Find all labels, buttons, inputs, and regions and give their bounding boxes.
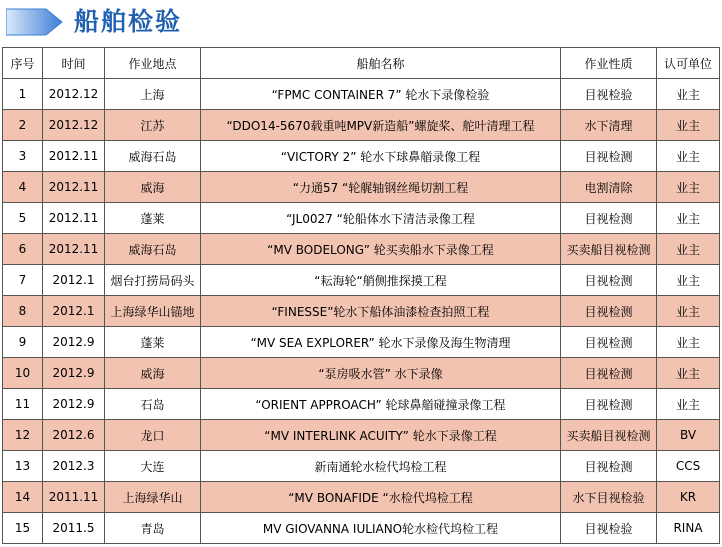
table-row — [3, 110, 720, 141]
cell-work-type: 目视检测 — [561, 327, 657, 358]
cell-index: 10 — [3, 358, 43, 389]
cell-date: 2012.11 — [43, 203, 105, 234]
table-row — [3, 420, 720, 451]
cell-work-type: 目视检测 — [561, 389, 657, 420]
cell-date: 2012.6 — [43, 420, 105, 451]
cell-work-type: 目视检测 — [561, 141, 657, 172]
cell-index: 5 — [3, 203, 43, 234]
cell-work-type: 电割清除 — [561, 172, 657, 203]
table-header-row — [3, 48, 720, 79]
cell-index: 14 — [3, 482, 43, 513]
cell-index: 4 — [3, 172, 43, 203]
cell-index: 13 — [3, 451, 43, 482]
cell-date: 2012.12 — [43, 79, 105, 110]
cell-location: 上海绿华山 — [105, 482, 201, 513]
cell-work-type: 买卖船目视检测 — [561, 234, 657, 265]
cell-index: 12 — [3, 420, 43, 451]
table-row — [3, 265, 720, 296]
cell-approver: 业主 — [657, 296, 720, 327]
cell-approver: 业主 — [657, 265, 720, 296]
cell-location: 上海 — [105, 79, 201, 110]
cell-date: 2012.1 — [43, 296, 105, 327]
cell-work-type: 目视检测 — [561, 358, 657, 389]
cell-vessel: “MV INTERLINK ACUITY” 轮水下录像工程 — [201, 420, 561, 451]
cell-location: 蓬莱 — [105, 327, 201, 358]
header-col-date: 时间 — [43, 48, 105, 79]
cell-approver: CCS — [657, 451, 720, 482]
cell-approver: 业主 — [657, 141, 720, 172]
header-col-work-type: 作业性质 — [561, 48, 657, 79]
cell-approver: RINA — [657, 513, 720, 544]
cell-location: 大连 — [105, 451, 201, 482]
cell-approver: 业主 — [657, 172, 720, 203]
table-row — [3, 234, 720, 265]
cell-location: 龙口 — [105, 420, 201, 451]
cell-date: 2011.11 — [43, 482, 105, 513]
cell-location: 威海 — [105, 358, 201, 389]
header — [0, 0, 722, 44]
cell-location: 威海石岛 — [105, 141, 201, 172]
cell-index: 2 — [3, 110, 43, 141]
cell-approver: 业主 — [657, 358, 720, 389]
cell-vessel: “MV BONAFIDE “水检代坞检工程 — [201, 482, 561, 513]
cell-date: 2012.9 — [43, 358, 105, 389]
header-col-location: 作业地点 — [105, 48, 201, 79]
cell-work-type: 目视检验 — [561, 513, 657, 544]
cell-index: 6 — [3, 234, 43, 265]
cell-index: 3 — [3, 141, 43, 172]
cell-location: 石岛 — [105, 389, 201, 420]
cell-vessel: MV GIOVANNA IULIANO轮水检代坞检工程 — [201, 513, 561, 544]
cell-approver: 业主 — [657, 79, 720, 110]
cell-work-type: 目视检验 — [561, 79, 657, 110]
cell-approver: 业主 — [657, 389, 720, 420]
cell-location: 上海绿华山锚地 — [105, 296, 201, 327]
header-col-vessel: 船舶名称 — [201, 48, 561, 79]
table-row — [3, 327, 720, 358]
cell-location: 蓬莱 — [105, 203, 201, 234]
cell-location: 威海石岛 — [105, 234, 201, 265]
cell-location: 烟台打捞局码头 — [105, 265, 201, 296]
cell-work-type: 目视检测 — [561, 451, 657, 482]
cell-work-type: 目视检测 — [561, 265, 657, 296]
cell-work-type: 目视检测 — [561, 203, 657, 234]
cell-location: 青岛 — [105, 513, 201, 544]
table-row — [3, 358, 720, 389]
cell-approver: 业主 — [657, 110, 720, 141]
cell-work-type: 水下目视检验 — [561, 482, 657, 513]
cell-date: 2012.12 — [43, 110, 105, 141]
cell-vessel: “MV SEA EXPLORER” 轮水下录像及海生物清理 — [201, 327, 561, 358]
table-row — [3, 141, 720, 172]
cell-location: 威海 — [105, 172, 201, 203]
cell-approver: BV — [657, 420, 720, 451]
cell-vessel: “DDO14-5670载重吨MPV新造船”螺旋桨、舵叶清理工程 — [201, 110, 561, 141]
cell-index: 7 — [3, 265, 43, 296]
cell-vessel: “耘海轮“艄侧推探摸工程 — [201, 265, 561, 296]
arrow-icon — [6, 7, 64, 37]
cell-date: 2012.1 — [43, 265, 105, 296]
cell-work-type: 买卖船目视检测 — [561, 420, 657, 451]
table-row — [3, 203, 720, 234]
cell-approver: 业主 — [657, 203, 720, 234]
table-row — [3, 451, 720, 482]
cell-index: 1 — [3, 79, 43, 110]
cell-approver: 业主 — [657, 327, 720, 358]
cell-index: 8 — [3, 296, 43, 327]
cell-date: 2012.11 — [43, 234, 105, 265]
records-table — [2, 47, 720, 544]
cell-approver: KR — [657, 482, 720, 513]
cell-vessel: “FINESSE”轮水下船体油漆检查拍照工程 — [201, 296, 561, 327]
cell-date: 2011.5 — [43, 513, 105, 544]
table-row — [3, 172, 720, 203]
cell-vessel: “VICTORY 2” 轮水下球鼻艏录像工程 — [201, 141, 561, 172]
cell-location: 江苏 — [105, 110, 201, 141]
cell-vessel: “FPMC CONTAINER 7” 轮水下录像检验 — [201, 79, 561, 110]
header-col-approver: 认可单位 — [657, 48, 720, 79]
cell-date: 2012.11 — [43, 141, 105, 172]
table-row — [3, 79, 720, 110]
cell-work-type: 目视检测 — [561, 296, 657, 327]
cell-vessel: “ORIENT APPROACH” 轮球鼻艏碰撞录像工程 — [201, 389, 561, 420]
table-row — [3, 482, 720, 513]
page-title: 船舶检验 — [74, 7, 183, 36]
header-col-index: 序号 — [3, 48, 43, 79]
cell-date: 2012.3 — [43, 451, 105, 482]
cell-vessel: “MV BODELONG” 轮买卖船水下录像工程 — [201, 234, 561, 265]
table-row — [3, 389, 720, 420]
table-body — [3, 79, 720, 544]
cell-vessel: “JL0027 “轮船体水下清洁录像工程 — [201, 203, 561, 234]
cell-work-type: 水下清理 — [561, 110, 657, 141]
cell-vessel: 新南通轮水检代坞检工程 — [201, 451, 561, 482]
table-row — [3, 513, 720, 544]
cell-index: 15 — [3, 513, 43, 544]
cell-vessel: “力通57 “轮艉轴钢丝绳切割工程 — [201, 172, 561, 203]
cell-approver: 业主 — [657, 234, 720, 265]
cell-date: 2012.9 — [43, 389, 105, 420]
cell-index: 9 — [3, 327, 43, 358]
cell-date: 2012.11 — [43, 172, 105, 203]
cell-date: 2012.9 — [43, 327, 105, 358]
table-row — [3, 296, 720, 327]
cell-index: 11 — [3, 389, 43, 420]
cell-vessel: “泵房吸水管” 水下录像 — [201, 358, 561, 389]
